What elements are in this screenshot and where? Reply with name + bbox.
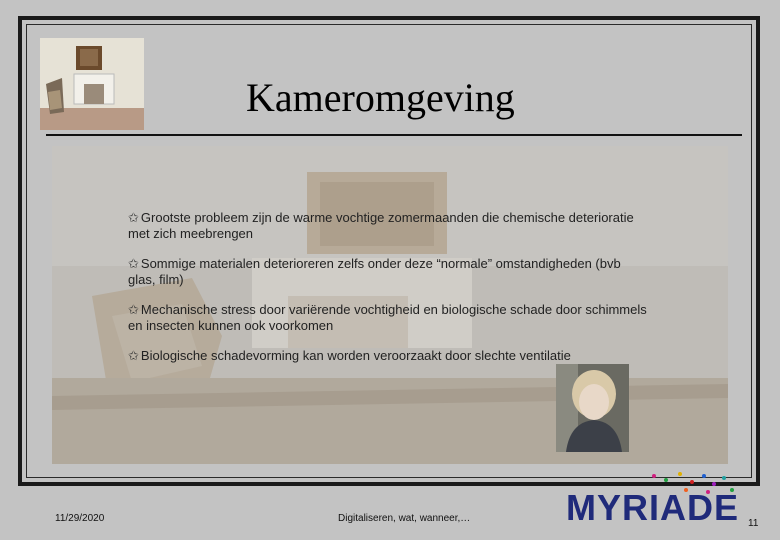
star-outline-icon: ✩	[128, 256, 139, 271]
logo-text: MYRIADE	[566, 487, 740, 528]
bullet-text: Grootste probleem zijn de warme vochtige zomermaanden die chemische deterioratie met zich meebrengen	[128, 210, 634, 241]
bullet-text: Sommige materialen deterioreren zelfs onder deze “normale” omstandigheden (bvb glas, film)	[128, 256, 621, 287]
bullet-item	[128, 348, 648, 364]
footer-date: 11/29/2020	[55, 513, 105, 524]
bullet-item	[128, 210, 648, 242]
star-outline-icon: ✩	[128, 210, 139, 225]
footer-center-text: Digitaliseren, wat, wanneer,…	[338, 513, 471, 524]
bullet-list	[128, 210, 648, 378]
bullet-text: Biologische schadevorming kan worden veroorzaakt door slechte ventilatie	[140, 348, 571, 363]
star-outline-icon: ✩	[128, 302, 139, 317]
star-outline-icon: ✩	[128, 348, 139, 363]
bullet-item	[128, 302, 648, 334]
bullet-text: Mechanische stress door variërende vochtigheid en biologische schade door schimmels en insecten kunnen ook voorkomen	[128, 302, 647, 333]
bullet-item	[128, 256, 648, 288]
title-divider	[46, 134, 742, 136]
portrait-photo	[556, 364, 629, 452]
room-thumbnail-image	[40, 38, 144, 130]
myriade-logo	[562, 470, 742, 530]
page-number: 11	[748, 518, 759, 529]
slide-title: Kameromgeving	[246, 75, 515, 120]
